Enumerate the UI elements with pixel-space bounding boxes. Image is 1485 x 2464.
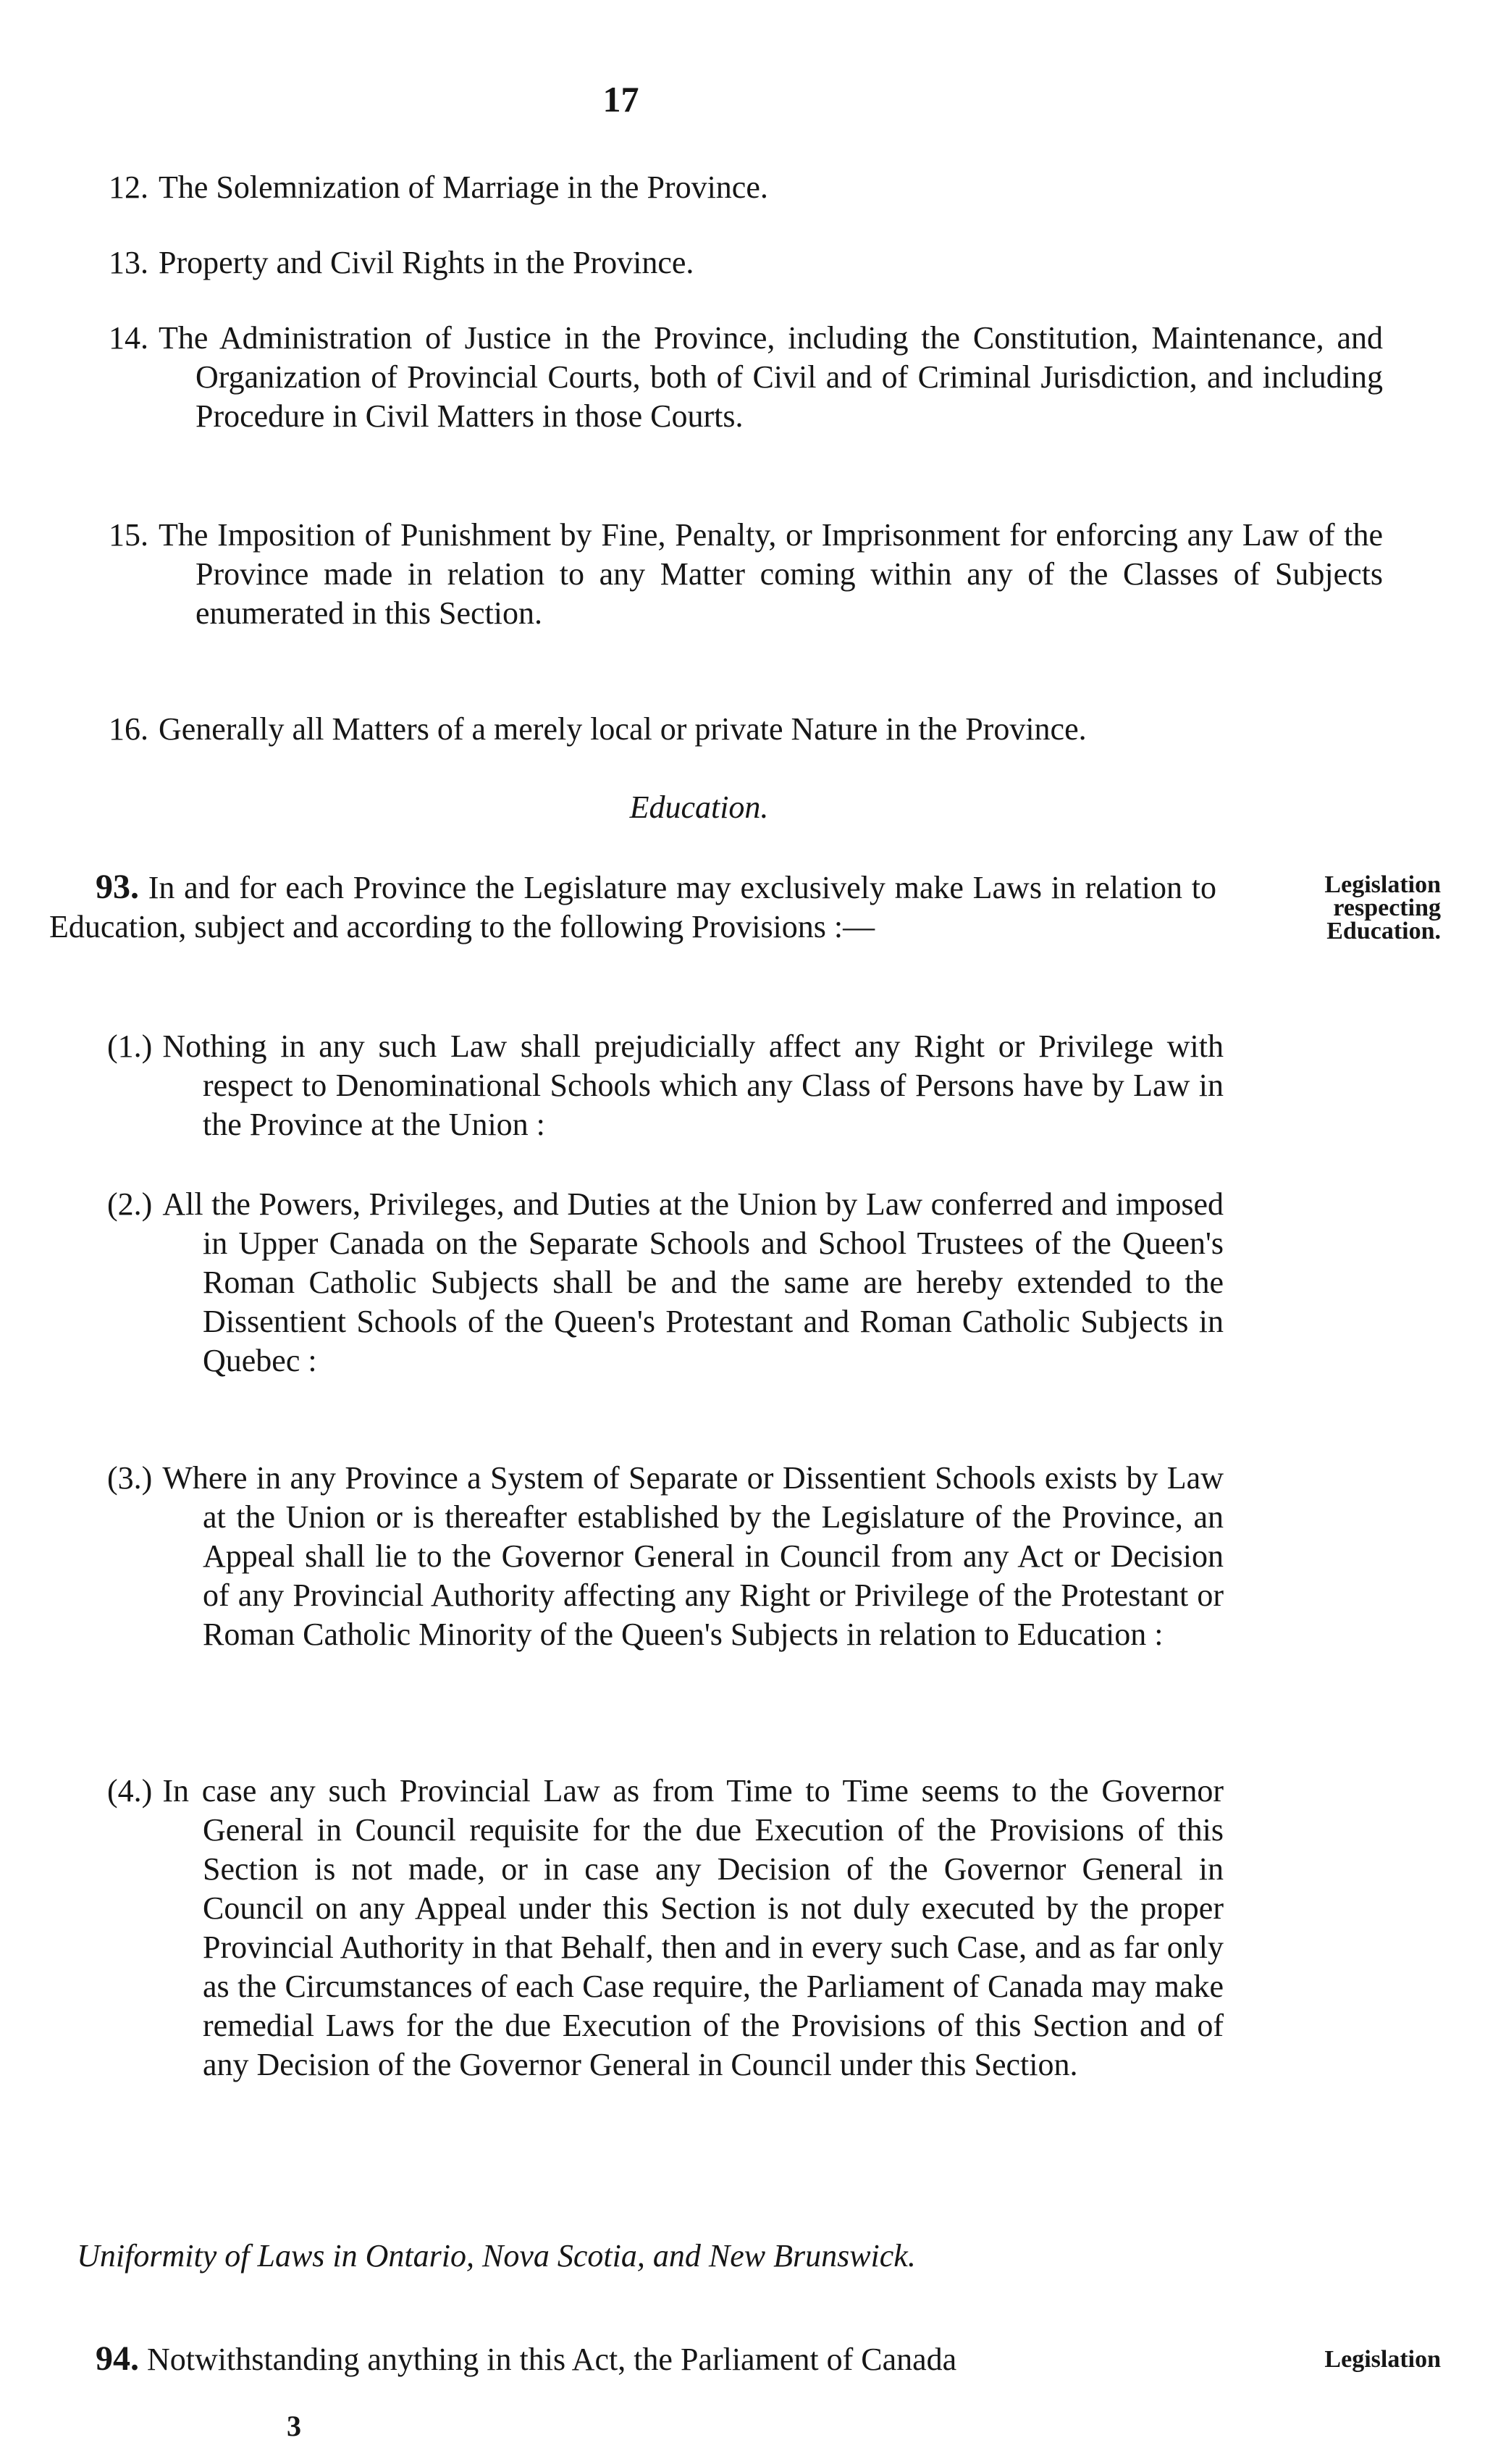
item-text: The Imposition of Punishment by Fine, Penalty, or Imprisonment for enforcing any Law of the Province made in relation to any Matter coming within any of the Classes of Subjects enumerated in this Section.: [159, 517, 1383, 631]
list-item-16: [58, 710, 1383, 749]
section-text: Notwithstanding anything in this Act, the Parliament of Canada: [147, 2342, 957, 2377]
subsection-number: (4.): [107, 1773, 153, 1809]
section-93: [49, 868, 1216, 947]
item-number: 14.: [109, 320, 148, 356]
subsection-4: [58, 1772, 1224, 2084]
subsection-text: All the Powers, Privileges, and Duties at the Union by Law conferred and imposed in Upper Canada on the Separate Schools and School Trustees of the Queen's Roman Catholic Subjects shall be and the same are hereby extended to the Dissentient Schools of the Queen's Protestant and Roman Catholic Subjects in Quebec :: [162, 1186, 1224, 1378]
subsection-2: [58, 1185, 1224, 1380]
item-number: 13.: [109, 245, 148, 280]
subsection-3: [58, 1459, 1224, 1654]
page-number: 17: [602, 79, 639, 120]
subsection-1: [58, 1027, 1224, 1144]
item-number: 16.: [109, 711, 148, 747]
item-number: 12.: [109, 169, 148, 205]
section-number: 94.: [96, 2339, 139, 2378]
section-text: In and for each Province the Legislature may exclusively make Laws in relation to Education, subject and according to the following Provisions :—: [49, 870, 1216, 944]
education-heading: Education.: [629, 789, 769, 825]
margin-note-legislation: Legislation: [1324, 2346, 1441, 2373]
list-item-13: [58, 243, 1383, 282]
list-item-12: [58, 168, 1383, 207]
subsection-text: Nothing in any such Law shall prejudicially affect any Right or Privilege with respect to Denominational Schools which any Class of Persons have by Law in the Province at the Union :: [162, 1028, 1224, 1142]
item-number: 15.: [109, 517, 148, 553]
subsection-text: Where in any Province a System of Separate or Dissentient Schools exists by Law at the Union or is thereafter established by the Legislature of the Province, an Appeal shall lie to the Governor General in Council from any Act or Decision of any Provincial Authority affecting any Right or Privilege of the Protestant or Roman Catholic Minority of the Queen's Subjects in relation to Education :: [162, 1460, 1224, 1652]
uniformity-heading: Uniformity of Laws in Ontario, Nova Scotia, and New Brunswick.: [77, 2238, 916, 2274]
list-item-15: [58, 516, 1383, 633]
list-item-14: [58, 319, 1383, 436]
subsection-text: In case any such Provincial Law as from Time to Time seems to the Governor General in Council requisite for the due Execution of the Provisions of this Section is not made, or in case any Decision of the Governor General in Council on any Appeal under this Section is not duly executed by the proper Provincial Authority in that Behalf, then and in every such Case, and as far only as the Circumstances of each Case require, the Parliament of Canada may make remedial Laws for the due Execution of the Provisions of this Section and of any Decision of the Governor General in Council under this Section.: [162, 1773, 1224, 2082]
subsection-number: (3.): [107, 1460, 153, 1496]
section-number: 93.: [96, 868, 139, 906]
margin-note-legislation-education: Legislation respecting Education.: [1324, 871, 1441, 944]
item-text: Generally all Matters of a merely local or private Nature in the Province.: [159, 711, 1087, 747]
section-94: [49, 2339, 1216, 2379]
subsection-number: (2.): [107, 1186, 153, 1222]
signature-mark: 3: [287, 2410, 301, 2442]
item-text: Property and Civil Rights in the Province.: [159, 245, 694, 280]
subsection-number: (1.): [107, 1028, 153, 1064]
item-text: The Solemnization of Marriage in the Province.: [159, 169, 768, 205]
item-text: The Administration of Justice in the Province, including the Constitution, Maintenance, and Organization of Provincial Courts, both of Civil and of Criminal Jurisdiction, and including Procedure in Civil Matters in those Courts.: [159, 320, 1383, 434]
